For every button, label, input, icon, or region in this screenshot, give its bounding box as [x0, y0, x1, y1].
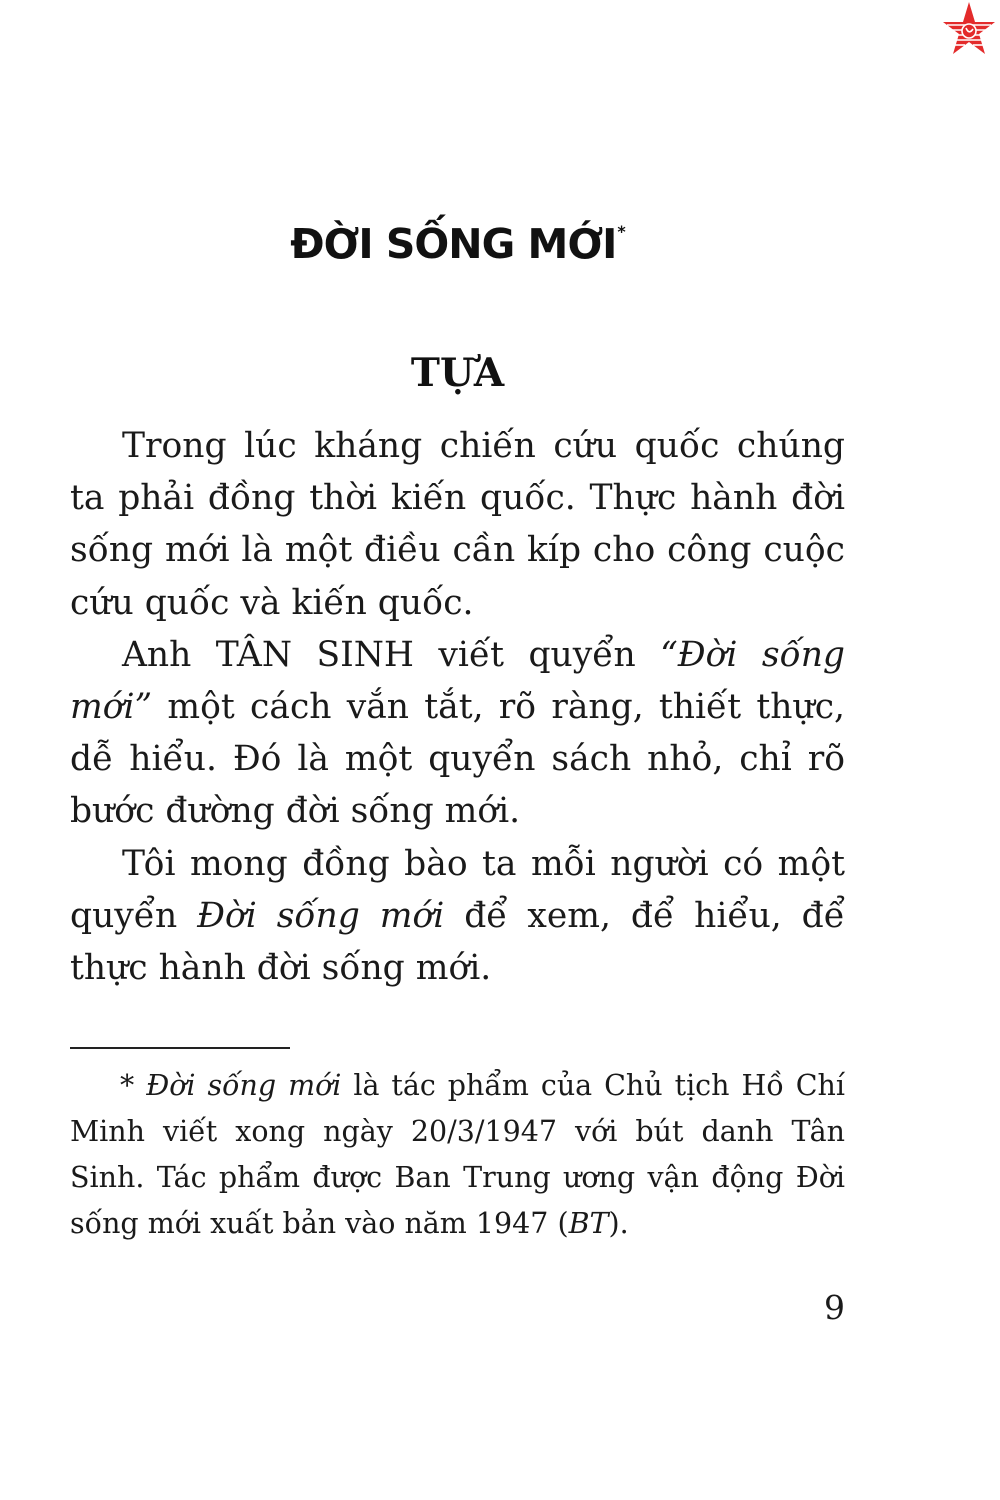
footnote — [70, 1063, 845, 1247]
title-footnote-mark: * — [617, 222, 625, 242]
paragraph-3-book-title: Đời sống mới — [197, 895, 445, 936]
paragraph-2-before: Anh TÂN SINH viết quyển — [122, 634, 661, 675]
footnote-text: là tác phẩm của Chủ tịch Hồ Chí Minh viết xong ngày 20/3/1947 với bút danh Tân Sinh. Tác phẩm được Ban Trung ương vận động Đời sống mới xuất bản vào năm 1947 ( — [70, 1069, 845, 1240]
chapter-title — [0, 220, 915, 268]
section-heading: TỰA — [410, 350, 505, 396]
body-text — [70, 420, 845, 994]
footnote-mark: * — [120, 1069, 147, 1102]
paragraph-3 — [70, 838, 845, 995]
footnote-divider — [70, 1047, 290, 1049]
footnote-abbreviation: BT — [568, 1207, 609, 1240]
paragraph-3-before: Tôi mong đồng bào ta mỗi người có một quyển — [70, 843, 845, 936]
paragraph-3-after: để xem, để hiểu, để thực hành đời sống mới. — [70, 895, 845, 989]
paragraph-2 — [70, 629, 845, 838]
footnote-book-title: Đời sống mới — [146, 1069, 342, 1102]
paragraph-2-book-title: “Đời sống mới” — [70, 634, 845, 728]
footnote-end: ). — [608, 1207, 629, 1240]
page-number: 9 — [824, 1288, 845, 1327]
paragraph-2-after: một cách vắn tắt, rõ ràng, thiết thực, dễ hiểu. Đó là một quyển sách nhỏ, chỉ rõ bước đường đời sống mới. — [70, 687, 845, 832]
chapter-title-text: ĐỜI SỐNG MỚI — [290, 220, 617, 268]
paragraph-1: Trong lúc kháng chiến cứu quốc chúng ta phải đồng thời kiến quốc. Thực hành đời sống mới là một điều cần kíp cho công cuộc cứu quốc và kiến quốc. — [70, 426, 845, 623]
publisher-star-logo-icon — [936, 0, 1000, 64]
